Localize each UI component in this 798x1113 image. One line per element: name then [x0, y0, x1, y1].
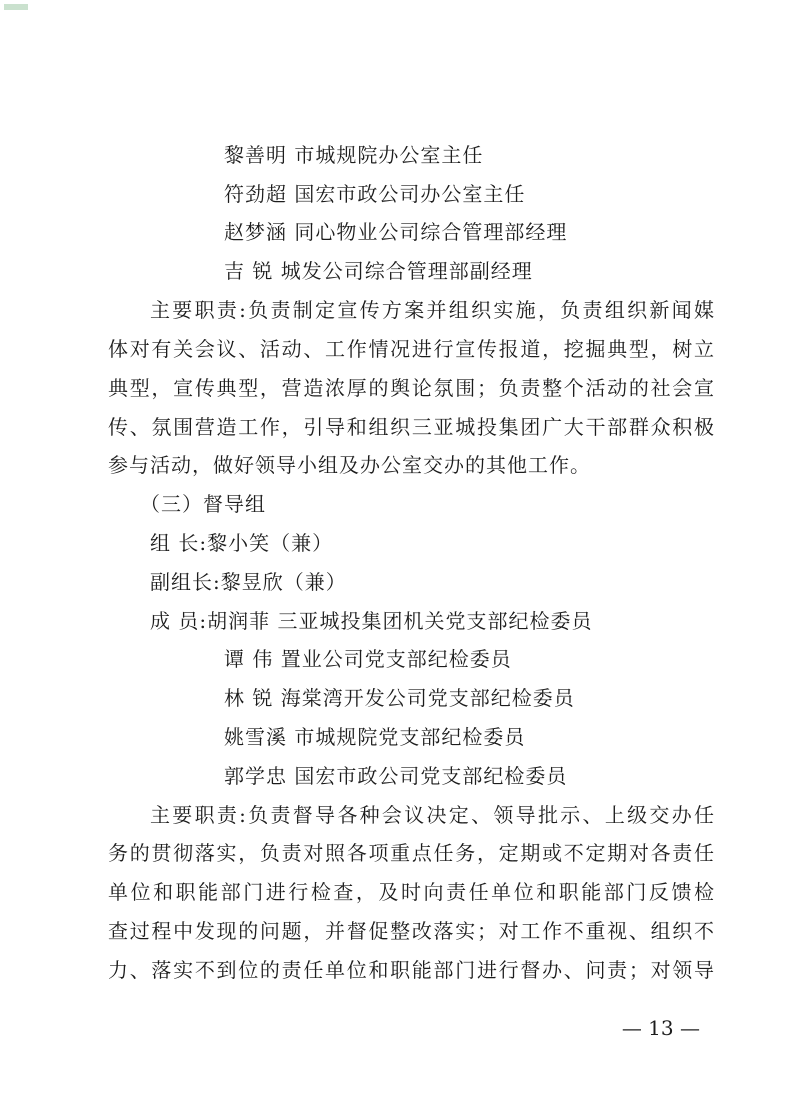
section-heading: （三）督导组 [140, 492, 266, 516]
group-members-first: 成 员:胡润菲 三亚城投集团机关党支部纪检委员 [150, 609, 593, 633]
duties-paragraph-line: 主要职责:负责督导各种会议决定、领导批示、上级交办任 [150, 803, 714, 827]
duties-paragraph-line: 力、落实不到位的责任单位和职能部门进行督办、问责；对领导 [108, 958, 714, 982]
duties-paragraph-line: 查过程中发现的问题，并督促整改落实；对工作不重视、组织不 [108, 919, 714, 943]
member-line: 林 锐 海棠湾开发公司党支部纪检委员 [224, 686, 575, 710]
duties-paragraph-line: 典型，宣传典型，营造浓厚的舆论氛围；负责整个活动的社会宣 [108, 376, 714, 400]
duties-paragraph-line: 参与活动，做好领导小组及办公室交办的其他工作。 [108, 453, 591, 477]
member-line: 吉 锐 城发公司综合管理部副经理 [224, 259, 533, 283]
member-line: 姚雪溪 市城规院党支部纪检委员 [224, 725, 526, 749]
duties-paragraph-line: 主要职责:负责制定宣传方案并组织实施，负责组织新闻媒 [150, 298, 714, 322]
member-line: 符劲超 国宏市政公司办公室主任 [224, 182, 526, 206]
scan-edge-mark [4, 4, 28, 10]
duties-paragraph-line: 务的贯彻落实，负责对照各项重点任务，定期或不定期对各责任 [108, 841, 714, 865]
duties-paragraph-line: 传、氛围营造工作，引导和组织三亚城投集团广大干部群众积极 [108, 415, 714, 439]
member-line: 赵梦涵 同心物业公司综合管理部经理 [224, 220, 568, 244]
member-line: 黎善明 市城规院办公室主任 [224, 143, 484, 167]
member-line: 郭学忠 国宏市政公司党支部纪检委员 [224, 764, 568, 788]
group-leader: 组 长:黎小笑（兼） [150, 531, 334, 555]
page-number: — 13 — [621, 1016, 700, 1040]
member-line: 谭 伟 置业公司党支部纪检委员 [224, 647, 512, 671]
duties-paragraph-line: 体对有关会议、活动、工作情况进行宣传报道，挖掘典型，树立 [108, 337, 714, 361]
group-deputy-leader: 副组长:黎昱欣（兼） [150, 570, 347, 594]
duties-paragraph-line: 单位和职能部门进行检查，及时向责任单位和职能部门反馈检 [108, 880, 714, 904]
